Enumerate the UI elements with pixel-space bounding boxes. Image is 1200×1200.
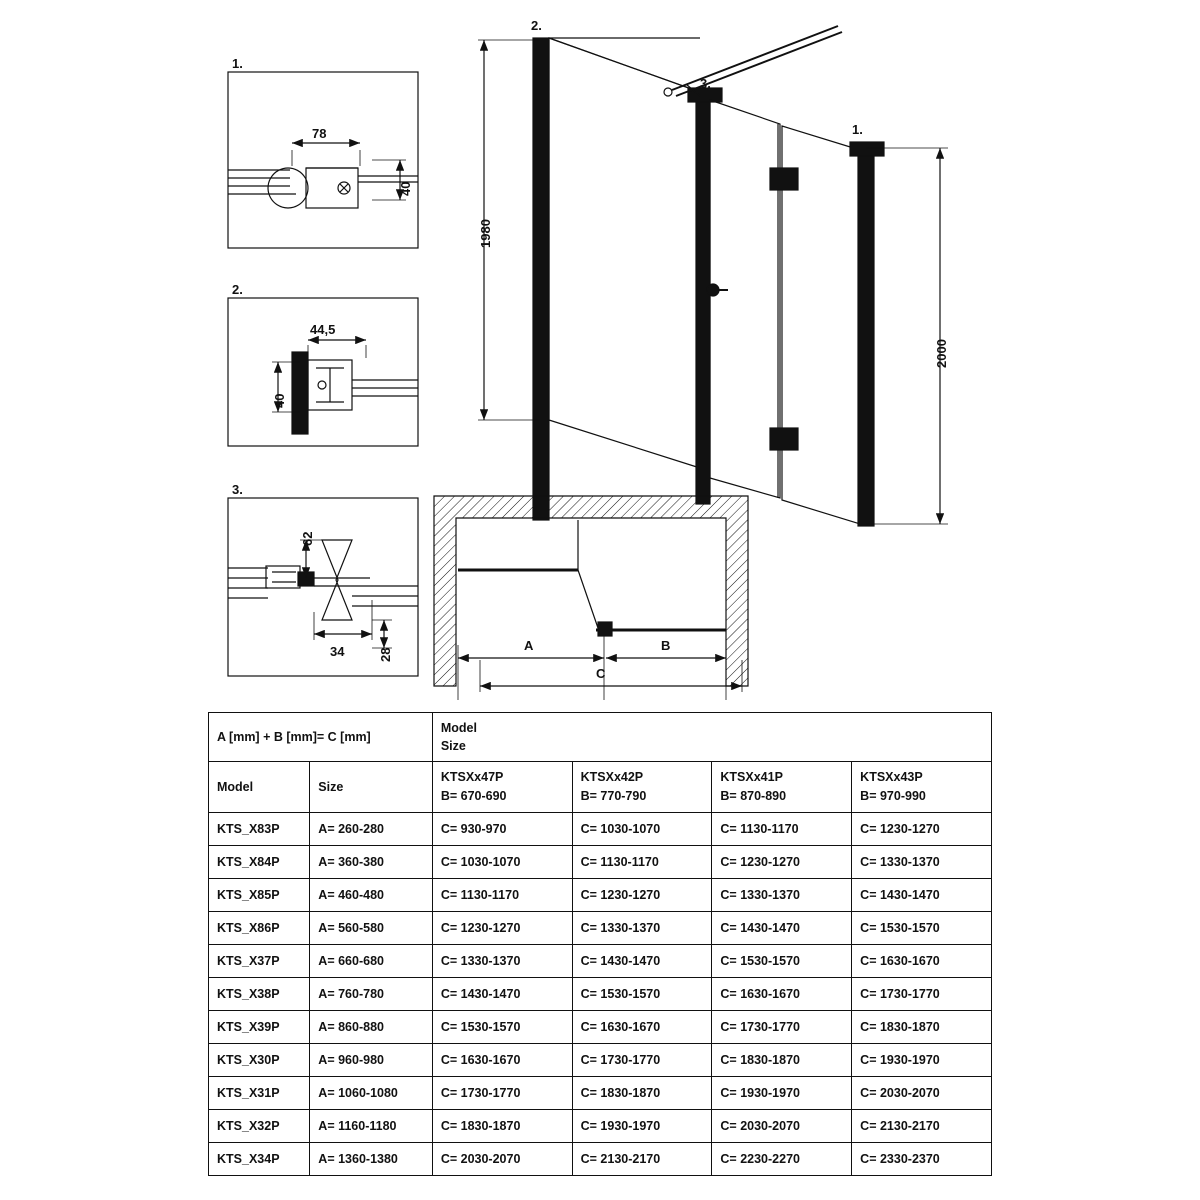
model-size-header-line1: Model bbox=[440, 721, 477, 735]
row-c-0: C= 1830-1870 bbox=[432, 1109, 572, 1142]
row-c-3: C= 2330-2370 bbox=[852, 1142, 992, 1175]
table-row bbox=[209, 812, 992, 845]
row-model: KTS_X34P bbox=[209, 1142, 310, 1175]
table-row bbox=[209, 1142, 992, 1175]
formula-header: A [mm] + B [mm]= C [mm] bbox=[209, 713, 433, 762]
variant-range-3: B= 970-990 bbox=[860, 789, 926, 803]
row-c-1: C= 1530-1570 bbox=[572, 977, 712, 1010]
row-c-3: C= 1230-1270 bbox=[852, 812, 992, 845]
row-c-2: C= 1430-1470 bbox=[712, 911, 852, 944]
row-c-3: C= 1630-1670 bbox=[852, 944, 992, 977]
row-c-2: C= 2230-2270 bbox=[712, 1142, 852, 1175]
row-c-0: C= 1130-1170 bbox=[432, 878, 572, 911]
row-c-1: C= 1930-1970 bbox=[572, 1109, 712, 1142]
detail3-bottom-dim: 28 bbox=[378, 647, 393, 662]
row-c-3: C= 1930-1970 bbox=[852, 1043, 992, 1076]
table-row bbox=[209, 944, 992, 977]
row-size: A= 360-380 bbox=[310, 845, 433, 878]
detail-box-2 bbox=[228, 298, 418, 446]
row-c-0: C= 1730-1770 bbox=[432, 1076, 572, 1109]
col-header-variant-2 bbox=[712, 762, 852, 813]
row-c-2: C= 1730-1770 bbox=[712, 1010, 852, 1043]
variant-range-2: B= 870-890 bbox=[720, 789, 787, 803]
variant-code-1: KTSXx42P bbox=[580, 770, 644, 785]
row-model: KTS_X84P bbox=[209, 845, 310, 878]
row-c-0: C= 1330-1370 bbox=[432, 944, 572, 977]
row-c-3: C= 1830-1870 bbox=[852, 1010, 992, 1043]
row-c-3: C= 1430-1470 bbox=[852, 878, 992, 911]
row-c-1: C= 1030-1070 bbox=[572, 812, 712, 845]
variant-code-2: KTSXx41P bbox=[720, 770, 783, 785]
row-c-2: C= 1830-1870 bbox=[712, 1043, 852, 1076]
table-row bbox=[209, 878, 992, 911]
row-size: A= 1360-1380 bbox=[310, 1142, 433, 1175]
detail1-width-dim: 78 bbox=[312, 126, 327, 141]
row-size: A= 660-680 bbox=[310, 944, 433, 977]
row-model: KTS_X39P bbox=[209, 1010, 310, 1043]
variant-range-0: B= 670-690 bbox=[440, 789, 507, 803]
row-c-2: C= 1130-1170 bbox=[712, 812, 852, 845]
row-size: A= 860-880 bbox=[310, 1010, 433, 1043]
row-size: A= 560-580 bbox=[310, 911, 433, 944]
callout-3-label: 3. bbox=[232, 482, 243, 497]
row-c-0: C= 2030-2070 bbox=[432, 1142, 572, 1175]
callout-1-label: 1. bbox=[232, 56, 243, 71]
col-header-model: Model bbox=[209, 762, 310, 813]
row-size: A= 960-980 bbox=[310, 1043, 433, 1076]
size-specification-table bbox=[208, 712, 992, 1176]
row-c-0: C= 1630-1670 bbox=[432, 1043, 572, 1076]
row-c-2: C= 1930-1970 bbox=[712, 1076, 852, 1109]
row-model: KTS_X31P bbox=[209, 1076, 310, 1109]
row-size: A= 1160-1180 bbox=[310, 1109, 433, 1142]
detail2-height-dim: 40 bbox=[272, 393, 287, 408]
variant-range-1: B= 770-790 bbox=[580, 789, 647, 803]
callout-2-label: 2. bbox=[232, 282, 243, 297]
col-header-variant-1 bbox=[572, 762, 712, 813]
row-c-1: C= 1230-1270 bbox=[572, 878, 712, 911]
row-model: KTS_X85P bbox=[209, 878, 310, 911]
row-c-0: C= 1230-1270 bbox=[432, 911, 572, 944]
row-c-1: C= 2130-2170 bbox=[572, 1142, 712, 1175]
plan-dim-c-label: C bbox=[596, 666, 606, 681]
detail-box-1 bbox=[228, 72, 418, 248]
elevation-overall-height-dim: 2000 bbox=[934, 339, 949, 368]
table-row bbox=[209, 845, 992, 878]
elevation-callout-2: 2. bbox=[531, 18, 542, 33]
plan-dim-b-label: B bbox=[661, 638, 671, 653]
row-model: KTS_X37P bbox=[209, 944, 310, 977]
elevation-callout-3: 3. bbox=[700, 76, 711, 91]
row-size: A= 760-780 bbox=[310, 977, 433, 1010]
row-c-2: C= 2030-2070 bbox=[712, 1109, 852, 1142]
col-header-size: Size bbox=[310, 762, 433, 813]
row-c-2: C= 1630-1670 bbox=[712, 977, 852, 1010]
row-c-3: C= 2030-2070 bbox=[852, 1076, 992, 1109]
row-size: A= 460-480 bbox=[310, 878, 433, 911]
row-c-1: C= 1130-1170 bbox=[572, 845, 712, 878]
row-c-0: C= 1530-1570 bbox=[432, 1010, 572, 1043]
row-c-1: C= 1730-1770 bbox=[572, 1043, 712, 1076]
row-c-1: C= 1430-1470 bbox=[572, 944, 712, 977]
row-c-3: C= 1330-1370 bbox=[852, 845, 992, 878]
row-model: KTS_X38P bbox=[209, 977, 310, 1010]
table-row bbox=[209, 1076, 992, 1109]
row-size: A= 1060-1080 bbox=[310, 1076, 433, 1109]
row-c-1: C= 1630-1670 bbox=[572, 1010, 712, 1043]
row-model: KTS_X86P bbox=[209, 911, 310, 944]
row-c-1: C= 1330-1370 bbox=[572, 911, 712, 944]
table-row bbox=[209, 911, 992, 944]
model-size-header-line2: Size bbox=[440, 739, 466, 754]
detail1-height-dim: 40 bbox=[398, 181, 413, 196]
col-header-variant-3 bbox=[852, 762, 992, 813]
col-header-variant-0 bbox=[432, 762, 572, 813]
row-c-3: C= 1730-1770 bbox=[852, 977, 992, 1010]
table-row bbox=[209, 1010, 992, 1043]
row-c-2: C= 1530-1570 bbox=[712, 944, 852, 977]
model-size-header bbox=[432, 713, 991, 762]
row-model: KTS_X32P bbox=[209, 1109, 310, 1142]
row-c-0: C= 1430-1470 bbox=[432, 977, 572, 1010]
elevation-view bbox=[384, 26, 948, 526]
row-c-2: C= 1230-1270 bbox=[712, 845, 852, 878]
detail2-width-dim: 44,5 bbox=[310, 322, 336, 337]
detail3-mid-dim: 34 bbox=[330, 644, 345, 659]
row-c-1: C= 1830-1870 bbox=[572, 1076, 712, 1109]
row-model: KTS_X83P bbox=[209, 812, 310, 845]
table-row bbox=[209, 1043, 992, 1076]
variant-code-3: KTSXx43P bbox=[860, 770, 923, 785]
row-c-0: C= 930-970 bbox=[432, 812, 572, 845]
detail3-top-dim: 62 bbox=[300, 531, 315, 546]
plan-dim-a-label: A bbox=[524, 638, 534, 653]
row-c-3: C= 1530-1570 bbox=[852, 911, 992, 944]
row-c-2: C= 1330-1370 bbox=[712, 878, 852, 911]
table-header-row-2 bbox=[209, 762, 992, 813]
row-c-0: C= 1030-1070 bbox=[432, 845, 572, 878]
table-row bbox=[209, 1109, 992, 1142]
plan-view bbox=[434, 496, 748, 700]
variant-code-0: KTSXx47P bbox=[440, 770, 504, 785]
table-row bbox=[209, 977, 992, 1010]
row-size: A= 260-280 bbox=[310, 812, 433, 845]
elevation-glass-height-dim: 1980 bbox=[478, 219, 493, 248]
row-c-3: C= 2130-2170 bbox=[852, 1109, 992, 1142]
table-header-row-1 bbox=[209, 713, 992, 762]
elevation-callout-1: 1. bbox=[852, 122, 863, 137]
row-model: KTS_X30P bbox=[209, 1043, 310, 1076]
